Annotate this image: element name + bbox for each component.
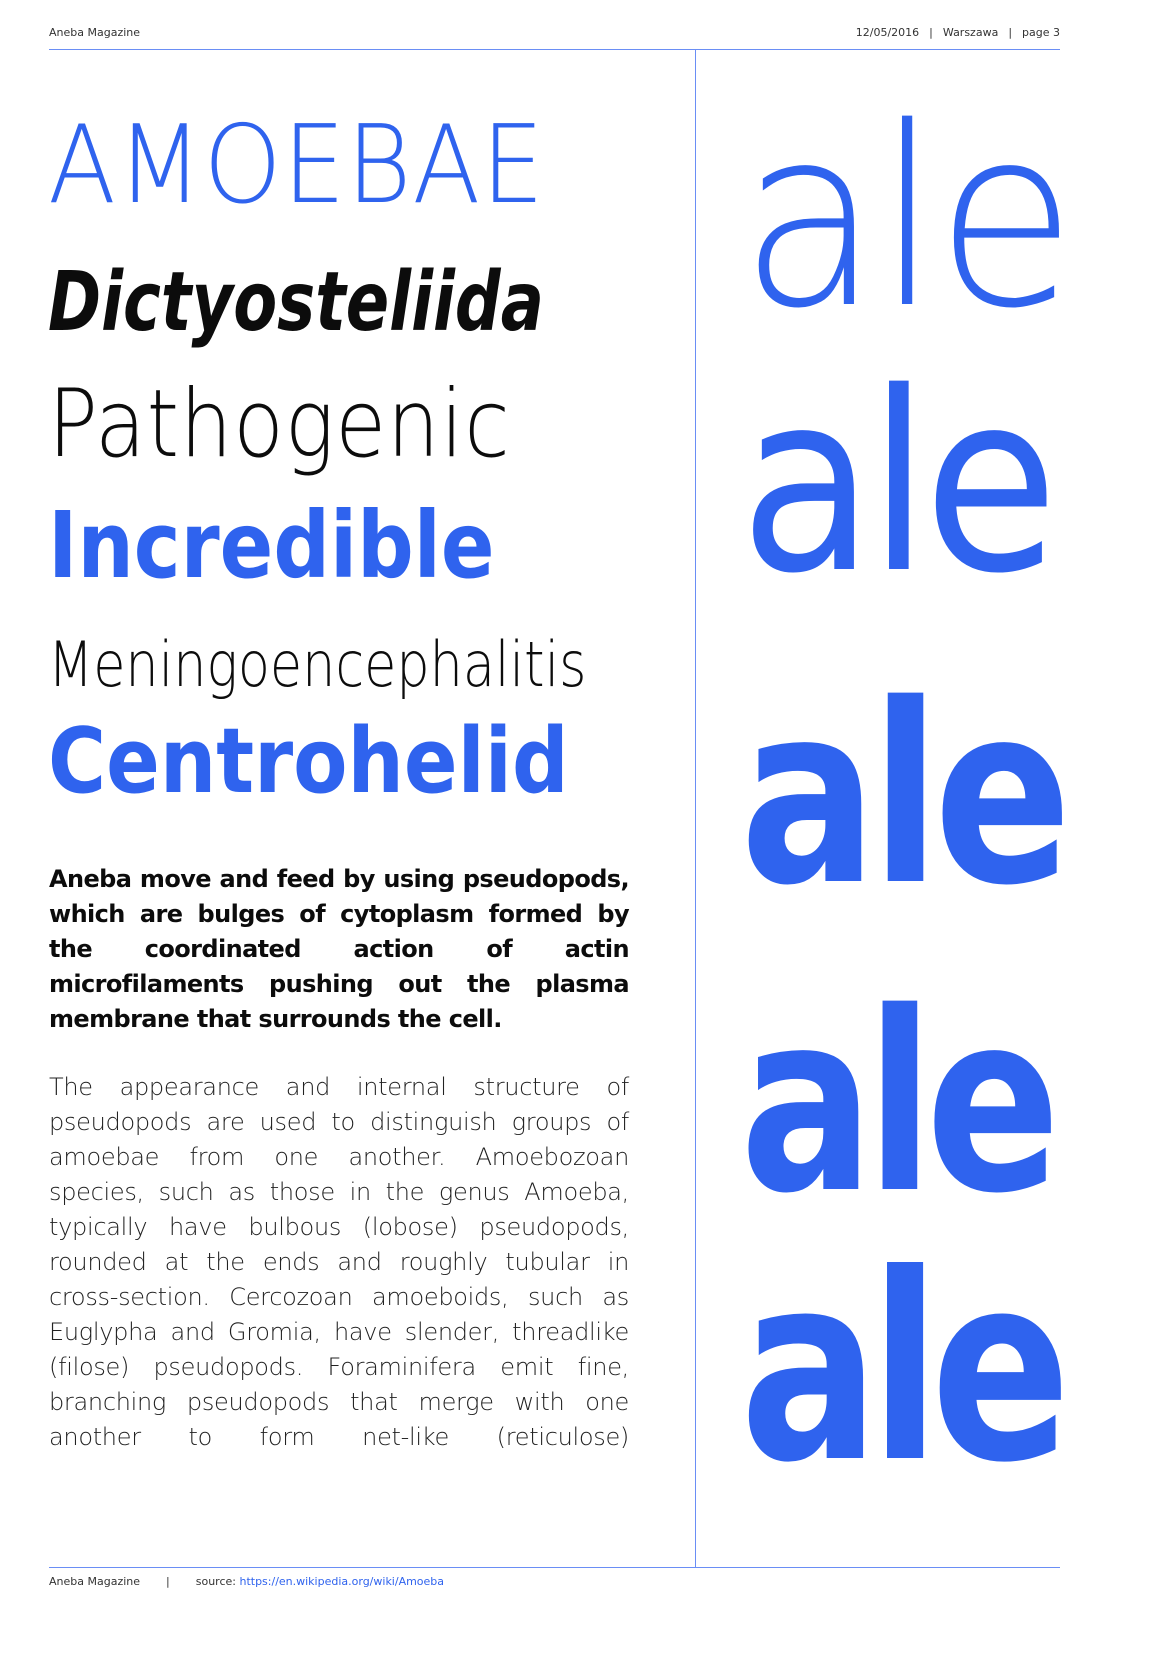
weight-specimen-black: ale [740, 1219, 1062, 1519]
footer-separator: | [166, 1575, 170, 1588]
weight-specimen-regular: ale [740, 340, 1053, 628]
header-meta [856, 26, 1060, 39]
weight-specimen-bold: ale [740, 652, 1066, 940]
specimen-word-pathogenic: Pathogenic [48, 370, 511, 479]
footer-publication: Aneba Magazine [49, 1575, 141, 1588]
header-separator: | [1008, 26, 1013, 39]
header-page-number: page 3 [1022, 26, 1060, 39]
specimen-word-meningoencephalitis: Meningoencephalitis [48, 628, 587, 701]
header-publication: Aneba Magazine [49, 26, 141, 39]
footer-source-link[interactable]: https://en.wikipedia.org/wiki/Amoeba [239, 1575, 445, 1588]
body-paragraph: The appearance and internal structure of pseudopods are used to distinguish groups of amoebae from one another. Amoebozoan species, such as those in the genus Amoeba, typically have bulbous (lobose) pseudopods, rounded at the ends and roughly tubular in cross-section. Cercozoan amoeboids, such as Euglypha and Gromia, have slender, threadlike (filose) pseudopods. Foraminifera emit fine, branching pseudopods that merge with one another to form net-like (reticulose) [49, 1073, 629, 1451]
specimen-word-centrohelid: Centrohelid [48, 709, 569, 814]
top-rule [49, 49, 1060, 50]
header-separator: | [929, 26, 933, 39]
specimen-word-dictyosteliida: Dictyosteliida [48, 255, 544, 350]
lead-paragraph: Aneba move and feed by using pseudopods, which are bulges of cytoplasm formed by the coordinated action of actin microfilaments pushing out the plasma membrane that surrounds the cell. [49, 865, 629, 1033]
bottom-rule [49, 1567, 1060, 1568]
specimen-word-amoebae: AMOEBAE [48, 103, 545, 228]
footer [49, 1575, 444, 1588]
column-divider [695, 49, 696, 1568]
weight-specimen-thin: ale [740, 75, 1073, 363]
header-city: Warszawa [942, 26, 999, 39]
header-date: 12/05/2016 [855, 26, 920, 39]
specimen-word-incredible: Incredible [48, 492, 495, 599]
weight-specimen-extrabold: ale [740, 960, 1053, 1248]
footer-source-label: source: [195, 1575, 240, 1588]
